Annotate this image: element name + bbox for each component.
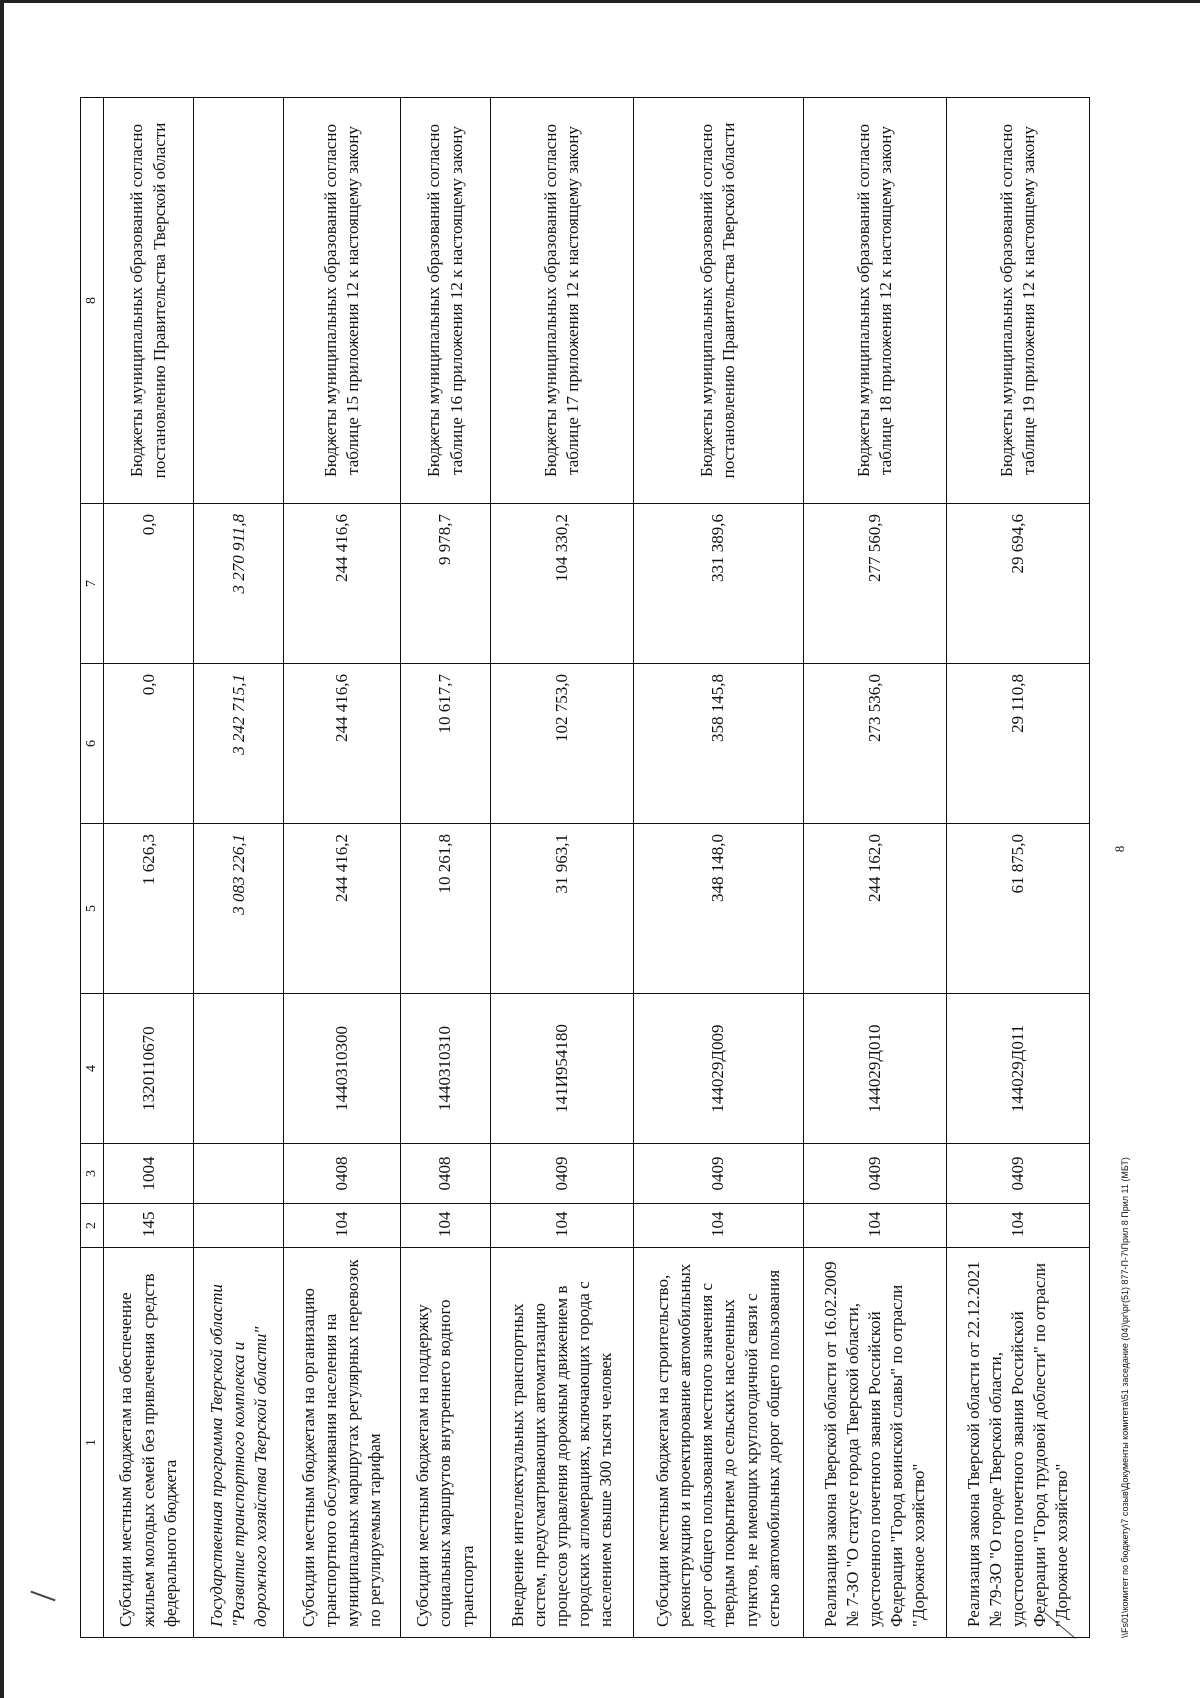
- cell-recipient-note: Бюджеты муниципальных образований согласно таблице 18 приложения 12 к настоящему закону: [803, 98, 946, 504]
- cell-ministry-code: 104: [634, 1204, 804, 1248]
- cell-recipient-note: Бюджеты муниципальных образований согласно таблице 17 приложения 12 к настоящему закону: [491, 98, 634, 504]
- cell-section-code: 0409: [946, 1144, 1089, 1204]
- header-row: [81, 98, 104, 1638]
- row-name: Реализация закона Тверской области от 22.12.2021 № 79-ЗО "О городе Тверской области, удостоенного почетного звания Российской Федерации "Город трудовой доблести" по отрасли "Дорожное хозяйство": [946, 1248, 1089, 1638]
- cell-amount-year2: 273 536,0: [803, 664, 946, 824]
- cell-ministry-code: 104: [803, 1204, 946, 1248]
- cell-recipient-note: Бюджеты муниципальных образований согласно таблице 15 приложения 12 к настоящему закону: [284, 98, 401, 504]
- cell-target-code: [194, 994, 284, 1144]
- cell-target-code: 144029Д009: [634, 994, 804, 1144]
- row-name: Субсидии местным бюджетам на поддержку социальных маршрутов внутреннего водного транспорта: [400, 1248, 490, 1638]
- table-row: [284, 98, 401, 1638]
- column-header-3: 3: [81, 1144, 104, 1204]
- cell-ministry-code: 104: [400, 1204, 490, 1248]
- cell-amount-year3: 277 560,9: [803, 504, 946, 664]
- cell-ministry-code: 104: [946, 1204, 1089, 1248]
- row-name: Субсидии местным бюджетам на организацию транспортного обслуживания населения на муниципальных маршрутах регулярных перевозок по регулируемым тарифам: [284, 1248, 401, 1638]
- column-header-2: 2: [81, 1204, 104, 1248]
- cell-section-code: [194, 1144, 284, 1204]
- cell-section-code: 1004: [104, 1144, 194, 1204]
- cell-amount-year2: 244 416,6: [284, 664, 401, 824]
- row-name: Субсидии местным бюджетам на обеспечение жильем молодых семей без привлечения средств федерального бюджета: [104, 1248, 194, 1638]
- file-path-footer: \\Fs01\комитет по бюджету\7 созыв\Документы комитета\51 заседание (04)\рг\рг(51) 877-П-7\Прил 8 Прил 11 (МБТ): [1120, 1157, 1130, 1638]
- cell-amount-year1: 10 261,8: [400, 824, 490, 994]
- table-row: [491, 98, 634, 1638]
- cell-amount-year2: 0,0: [104, 664, 194, 824]
- cell-amount-year1: 244 416,2: [284, 824, 401, 994]
- cell-amount-year2: 358 145,8: [634, 664, 804, 824]
- cell-amount-year3: 9 978,7: [400, 504, 490, 664]
- cell-amount-year2: 29 110,8: [946, 664, 1089, 824]
- cell-amount-year1: 3 083 226,1: [194, 824, 284, 994]
- cell-recipient-note: Бюджеты муниципальных образований согласно постановлению Правительства Тверской области: [104, 98, 194, 504]
- cell-amount-year1: 1 626,3: [104, 824, 194, 994]
- table-row: [946, 98, 1089, 1638]
- cell-ministry-code: 104: [491, 1204, 634, 1248]
- cell-target-code: 1440310310: [400, 994, 490, 1144]
- cell-ministry-code: 104: [284, 1204, 401, 1248]
- table-row: [803, 98, 946, 1638]
- cell-section-code: 0408: [284, 1144, 401, 1204]
- cell-amount-year1: 348 148,0: [634, 824, 804, 994]
- cell-recipient-note: Бюджеты муниципальных образований согласно таблице 16 приложения 12 к настоящему закону: [400, 98, 490, 504]
- cell-amount-year2: 3 242 715,1: [194, 664, 284, 824]
- table-body: [104, 98, 1090, 1638]
- column-header-8: 8: [81, 98, 104, 504]
- cell-amount-year3: 3 270 911,8: [194, 504, 284, 664]
- column-header-7: 7: [81, 504, 104, 664]
- cell-ministry-code: [194, 1204, 284, 1248]
- cell-section-code: 0409: [491, 1144, 634, 1204]
- table-row: [194, 98, 284, 1638]
- cell-amount-year1: 61 875,0: [946, 824, 1089, 994]
- row-name: Государственная программа Тверской области "Развитие транспортного комплекса и дорожного хозяйства Тверской области": [194, 1248, 284, 1638]
- cell-amount-year1: 31 963,1: [491, 824, 634, 994]
- cell-ministry-code: 145: [104, 1204, 194, 1248]
- cell-amount-year2: 10 617,7: [400, 664, 490, 824]
- cell-amount-year3: 0,0: [104, 504, 194, 664]
- cell-amount-year2: 102 753,0: [491, 664, 634, 824]
- cell-recipient-note: Бюджеты муниципальных образований согласно таблице 19 приложения 12 к настоящему закону: [946, 98, 1089, 504]
- column-header-6: 6: [81, 664, 104, 824]
- cell-target-code: 141И954180: [491, 994, 634, 1144]
- cell-section-code: 0409: [634, 1144, 804, 1204]
- cell-target-code: 144029Д011: [946, 994, 1089, 1144]
- column-header-4: 4: [81, 994, 104, 1144]
- cell-target-code: 144029Д010: [803, 994, 946, 1144]
- cell-amount-year3: 244 416,6: [284, 504, 401, 664]
- cell-target-code: 1440310300: [284, 994, 401, 1144]
- cell-target-code: 1320110670: [104, 994, 194, 1144]
- cell-amount-year3: 331 389,6: [634, 504, 804, 664]
- row-name: Реализация закона Тверской области от 16.02.2009 № 7-ЗО "О статусе города Тверской области, удостоенного почетного звания Российской Федерации "Город воинской славы" по отрасли "Дорожное хозяйство": [803, 1248, 946, 1638]
- budget-table: [80, 97, 1090, 1638]
- cell-amount-year3: 104 330,2: [491, 504, 634, 664]
- cell-recipient-note: [194, 98, 284, 504]
- cell-recipient-note: Бюджеты муниципальных образований согласно постановлению Правительства Тверской области: [634, 98, 804, 504]
- table-row: [400, 98, 490, 1638]
- row-name: Субсидии местным бюджетам на строительство, реконструкцию и проектирование автомобильных дорог общего пользования местного значения с твердым покрытием до сельских населенных пунктов, не имеющих круглогодичной связи с сетью автомобильных дорог общего пользования: [634, 1248, 804, 1638]
- table-row: [104, 98, 194, 1638]
- cell-section-code: 0409: [803, 1144, 946, 1204]
- table-row: [634, 98, 804, 1638]
- cell-amount-year1: 244 162,0: [803, 824, 946, 994]
- row-name: Внедрение интеллектуальных транспортных систем, предусматривающих автоматизацию процессов управления дорожным движением в городских агломерациях, включающих города с населением свыше 300 тысяч человек: [491, 1248, 634, 1638]
- column-header-5: 5: [81, 824, 104, 994]
- cell-section-code: 0408: [400, 1144, 490, 1204]
- page-number: 8: [1112, 845, 1127, 853]
- cell-amount-year3: 29 694,6: [946, 504, 1089, 664]
- column-header-1: 1: [81, 1248, 104, 1638]
